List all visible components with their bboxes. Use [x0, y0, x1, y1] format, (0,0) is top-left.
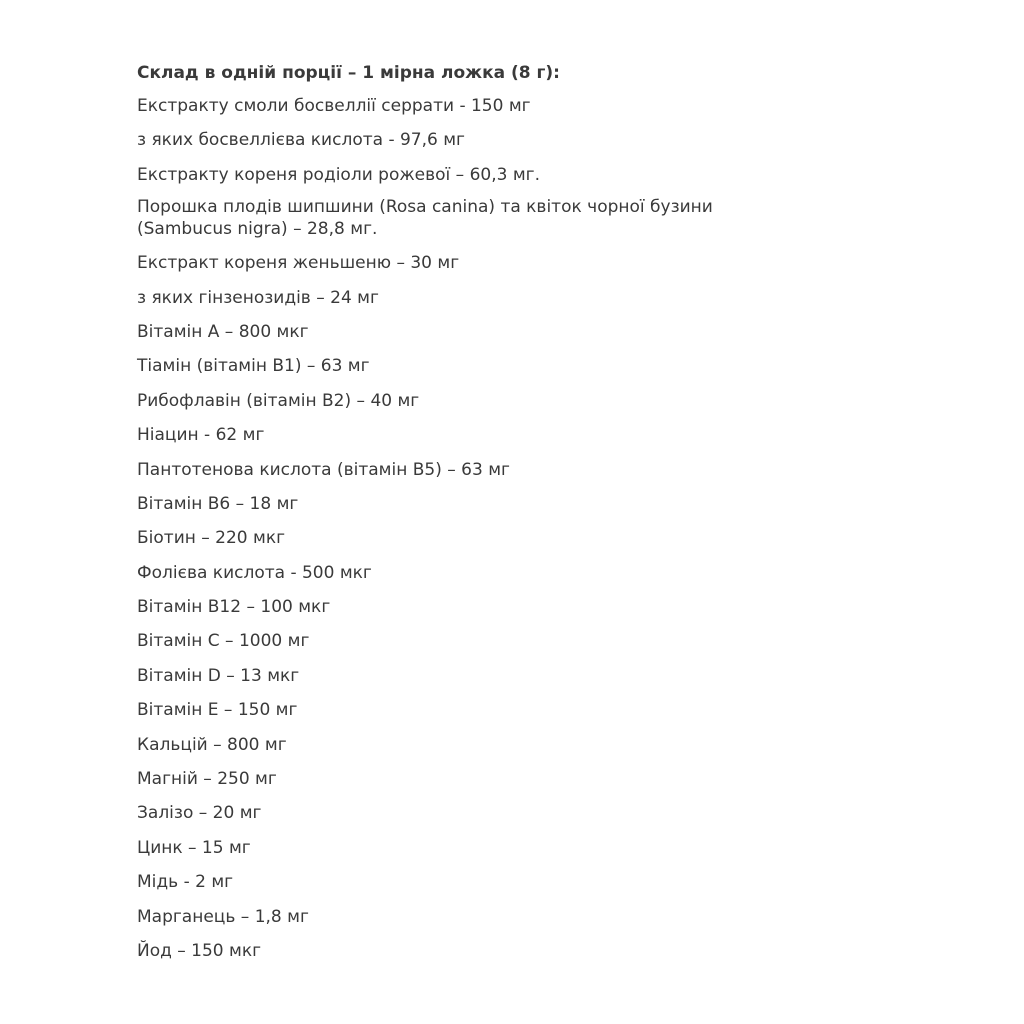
list-item: Біотин – 220 мкг	[137, 528, 286, 549]
list-item: Вітамін В6 – 18 мг	[137, 493, 299, 514]
list-item: Марганець – 1,8 мг	[137, 906, 309, 927]
list-item: Фолієва кислота - 500 мкг	[137, 562, 372, 583]
list-item: Екстракту смоли босвеллії серрати - 150 мг	[137, 96, 531, 116]
list-item: Кальцій – 800 мг	[137, 734, 287, 755]
list-item-line: Порошка плодів шипшини (Rosa canina) та квіток чорної бузини	[137, 197, 713, 218]
list-item: Екстракт кореня женьшеню – 30 мг	[137, 253, 460, 274]
composition-heading: Склад в одній порції – 1 мірна ложка (8 г):	[137, 63, 560, 83]
list-item: Екстракту кореня родіоли рожевої – 60,3 мг.	[137, 164, 540, 185]
list-item: Цинк – 15 мг	[137, 837, 251, 858]
list-item: Рибофлавін (вітамін В2) – 40 мг	[137, 390, 420, 411]
list-item: Вітамін D – 13 мкг	[137, 665, 300, 686]
list-item: Тіамін (вітамін В1) – 63 мг	[137, 356, 370, 377]
list-item: Мідь - 2 мг	[137, 872, 234, 893]
list-item: Магній – 250 мг	[137, 769, 277, 790]
composition-section	[137, 61, 837, 973]
list-item: Вітамін А – 800 мкг	[137, 321, 309, 342]
list-item	[137, 197, 837, 240]
list-item: Пантотенова кислота (вітамін В5) – 63 мг	[137, 459, 510, 480]
list-item-line: (Sambucus nigra) – 28,8 мг.	[137, 218, 378, 239]
list-item: Ніацин - 62 мг	[137, 425, 265, 446]
list-item: Залізо – 20 мг	[137, 803, 262, 824]
list-item: з яких босвеллієва кислота - 97,6 мг	[137, 130, 465, 151]
list-item: з яких гінзенозидів – 24 мг	[137, 287, 379, 308]
list-item: Вітамін С – 1000 мг	[137, 631, 310, 652]
list-item: Йод – 150 мкг	[137, 940, 262, 961]
list-item: Вітамін В12 – 100 мкг	[137, 597, 331, 618]
list-item: Вітамін Е – 150 мг	[137, 700, 298, 721]
